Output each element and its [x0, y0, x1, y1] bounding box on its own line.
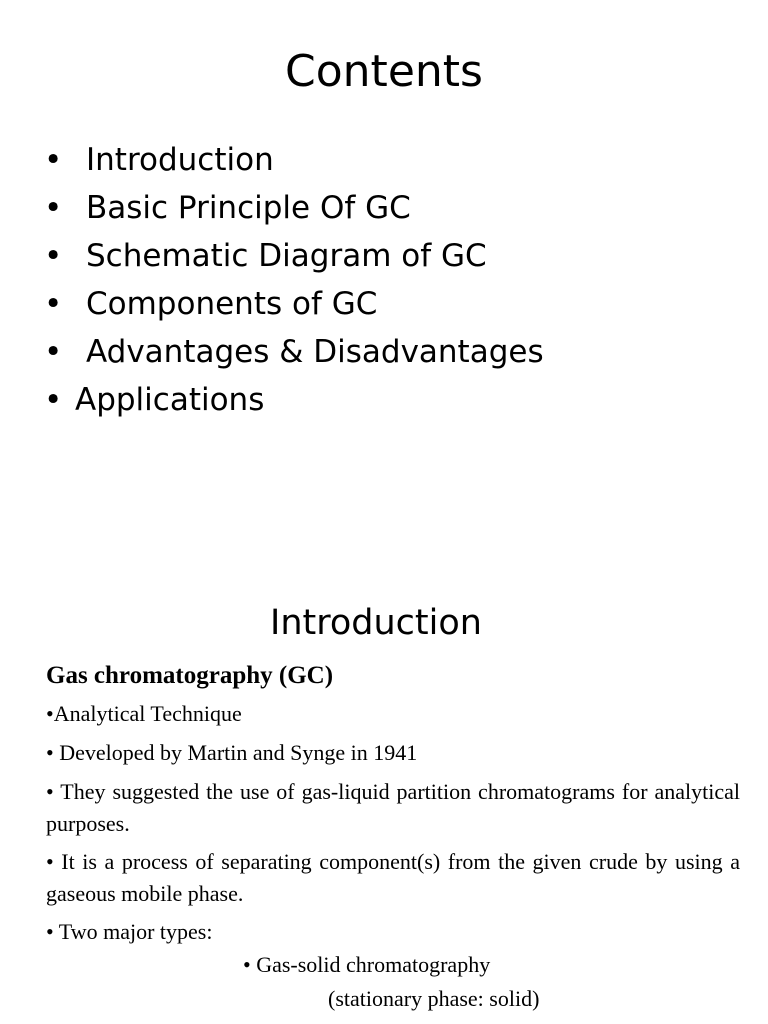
list-item-label: Advantages & Disadvantages [86, 334, 544, 370]
list-item [44, 328, 544, 376]
bullet-icon: • [44, 190, 63, 226]
list-item [44, 136, 544, 184]
point-developed-by: • Developed by Martin and Synge in 1941 [46, 740, 418, 765]
list-item [44, 184, 544, 232]
list-item [44, 232, 544, 280]
subheading: Gas chromatography (GC) [46, 662, 334, 689]
bullet-icon: • [44, 334, 63, 370]
list-item-label: Schematic Diagram of GC [86, 238, 487, 274]
subpoint-gas-solid: • Gas-solid chromatography [243, 952, 491, 977]
bullet-icon: • [44, 382, 63, 418]
contents-list [44, 136, 544, 424]
introduction-slide [0, 560, 768, 1024]
point-gas-liquid-partition: • They suggested the use of gas-liquid partition chromatograms for analytical purposes. [46, 779, 740, 836]
introduction-title: Introduction [270, 603, 482, 643]
list-item [44, 280, 544, 328]
list-item-label: Components of GC [86, 286, 378, 322]
list-item-label: Applications [75, 382, 265, 418]
point-analytical-technique: •Analytical Technique [46, 701, 242, 726]
point-separation-process: • It is a process of separating component(s) from the given crude by using a gaseous mobile phase. [46, 849, 740, 906]
subpoint-stationary-phase: (stationary phase: solid) [328, 986, 540, 1011]
list-item [44, 376, 544, 424]
list-item-label: Introduction [86, 142, 274, 178]
introduction-body [46, 658, 740, 1016]
bullet-icon: • [44, 238, 63, 274]
contents-title: Contents [285, 46, 483, 97]
point-two-major-types: • Two major types: [46, 919, 213, 944]
bullet-icon: • [44, 142, 63, 178]
bullet-icon: • [44, 286, 63, 322]
list-item-label: Basic Principle Of GC [86, 190, 411, 226]
